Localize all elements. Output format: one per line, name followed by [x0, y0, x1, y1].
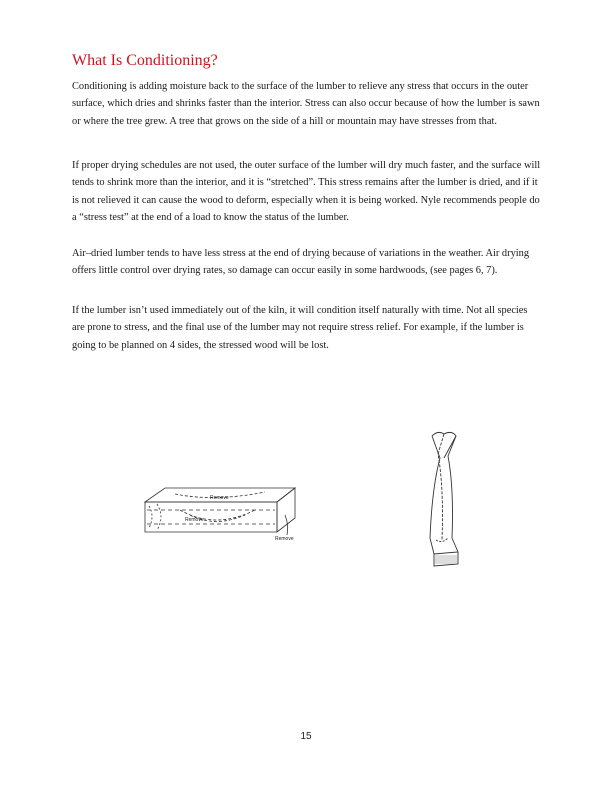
paragraph-4: If the lumber isn’t used immediately out of the kiln, it will condition itself naturally with time. Not all species are prone to stress, and the final use of the lumber may not require stress relief. For example, if the lumber is going to be planned on 4 sides, the stressed wood will be lost.	[72, 305, 528, 351]
remove-label-side: Remove	[275, 536, 294, 542]
page-number: 15	[300, 731, 312, 742]
remove-label-middle: Remove	[185, 517, 204, 523]
twisted-board-drawing	[418, 428, 468, 570]
lumber-board-illustration	[135, 480, 315, 545]
twisted-board-illustration	[418, 428, 468, 570]
section-title: What Is Conditioning?	[72, 52, 218, 69]
board-drawing	[135, 480, 315, 545]
remove-label-top: Remove	[210, 495, 229, 501]
paragraph-1: Conditioning is adding moisture back to the surface of the lumber to relieve any stress that occurs in the outer surface, which dries and shrinks faster than the interior. Stress can also occur because of how the lumber is sawn or where the tree grew. A tree that grows on the side of a hill or mountain may have stresses from that.	[72, 81, 540, 127]
paragraph-2: If proper drying schedules are not used, the outer surface of the lumber will dry much faster, and the surface will tends to shrink more than the interior, and it is “stretched”. This stress remains after the lumber is dried, and if it is not relieved it can cause the wood to deform, especially when it is being worked. Nyle recommends people do a “stress test” at the end of a load to know the status of the lumber.	[72, 160, 541, 223]
paragraph-3: Air–dried lumber tends to have less stress at the end of drying because of variations in the weather. Air drying offers little control over drying rates, so damage can occur easily in some hardwoods, (see pages 6, 7).	[72, 248, 530, 277]
